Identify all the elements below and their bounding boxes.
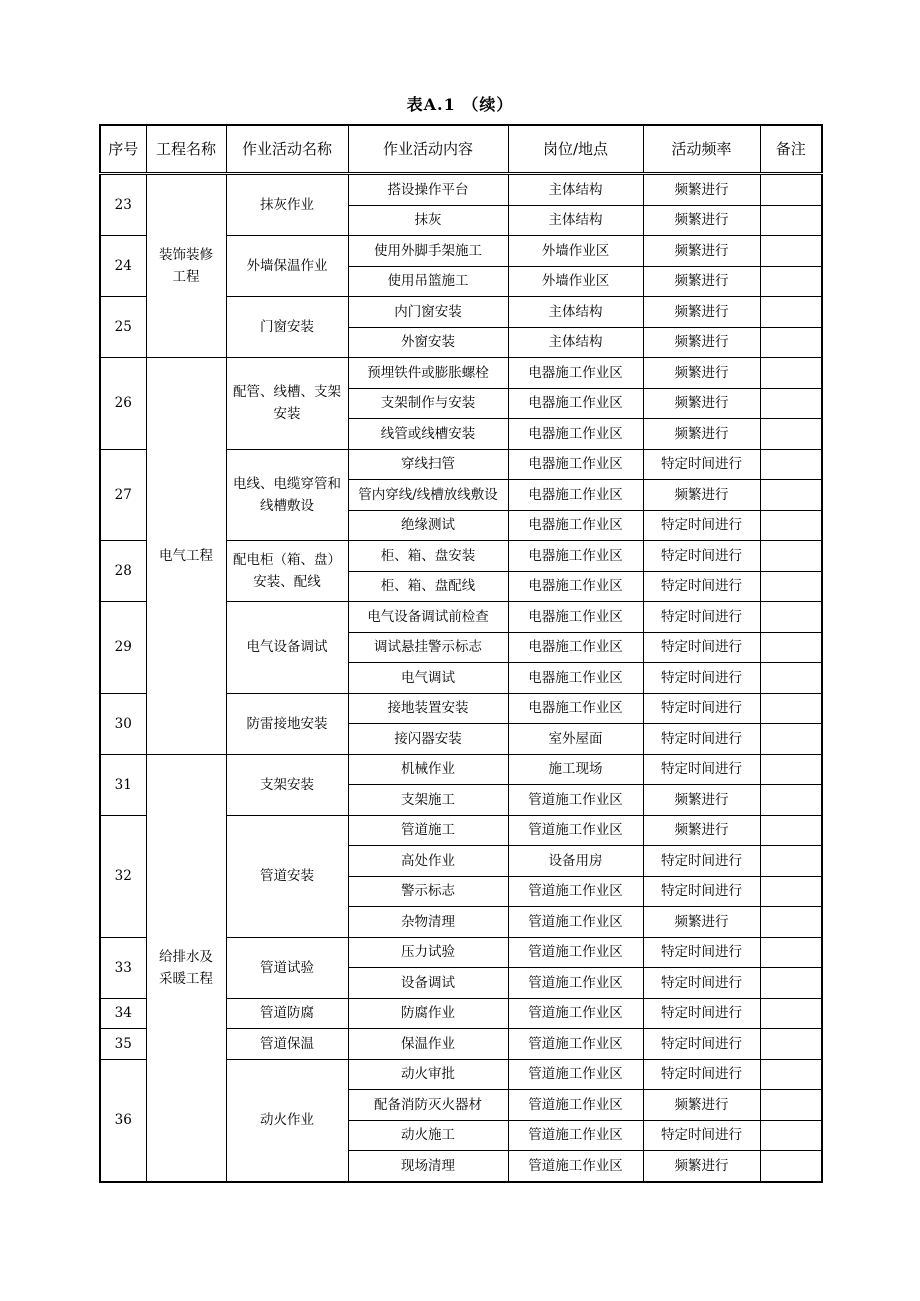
place: 施工现场 (508, 754, 643, 785)
table-row (100, 358, 822, 389)
activity-content: 机械作业 (348, 754, 508, 785)
place: 管道施工作业区 (508, 1120, 643, 1151)
activity-name: 管道试验 (226, 937, 348, 998)
header-remark: 备注 (760, 125, 822, 174)
place: 管道施工作业区 (508, 1151, 643, 1182)
activity-content: 配备消防灭火器材 (348, 1090, 508, 1121)
place: 主体结构 (508, 174, 643, 206)
frequency: 频繁进行 (643, 815, 760, 846)
row-number: 23 (100, 174, 146, 236)
remark (760, 266, 822, 297)
frequency: 频繁进行 (643, 327, 760, 358)
activity-name: 动火作业 (226, 1059, 348, 1182)
place: 电器施工作业区 (508, 358, 643, 389)
activity-name: 管道安装 (226, 815, 348, 937)
frequency: 特定时间进行 (643, 571, 760, 602)
remark (760, 602, 822, 633)
place: 管道施工作业区 (508, 998, 643, 1029)
remark (760, 815, 822, 846)
header-no: 序号 (100, 125, 146, 174)
row-number: 27 (100, 449, 146, 541)
activity-content: 支架施工 (348, 785, 508, 816)
remark (760, 754, 822, 785)
place: 管道施工作业区 (508, 937, 643, 968)
place: 管道施工作业区 (508, 815, 643, 846)
row-number: 24 (100, 236, 146, 297)
activity-content: 高处作业 (348, 846, 508, 877)
row-number: 29 (100, 602, 146, 694)
remark (760, 663, 822, 694)
place: 管道施工作业区 (508, 1029, 643, 1060)
place: 电器施工作业区 (508, 571, 643, 602)
frequency: 频繁进行 (643, 266, 760, 297)
frequency: 特定时间进行 (643, 998, 760, 1029)
place: 电器施工作业区 (508, 419, 643, 450)
activity-name: 门窗安装 (226, 297, 348, 358)
header-activity-content: 作业活动内容 (348, 125, 508, 174)
table-title: 表A.1 （续） (406, 95, 514, 114)
frequency: 频繁进行 (643, 236, 760, 267)
activity-name: 电线、电缆穿管和线槽敷设 (226, 449, 348, 541)
place: 外墙作业区 (508, 266, 643, 297)
place: 室外屋面 (508, 724, 643, 755)
activity-content: 内门窗安装 (348, 297, 508, 328)
activity-content: 接地装置安装 (348, 693, 508, 724)
place: 电器施工作业区 (508, 632, 643, 663)
activity-name: 抹灰作业 (226, 174, 348, 236)
remark (760, 876, 822, 907)
activity-name: 防雷接地安装 (226, 693, 348, 754)
remark (760, 541, 822, 572)
activity-content: 线管或线槽安装 (348, 419, 508, 450)
activity-table (99, 124, 823, 1183)
frequency: 频繁进行 (643, 297, 760, 328)
activity-content: 设备调试 (348, 968, 508, 999)
activity-content: 警示标志 (348, 876, 508, 907)
activity-name: 配电柜（箱、盘）安装、配线 (226, 541, 348, 602)
remark (760, 1090, 822, 1121)
row-number: 34 (100, 998, 146, 1029)
activity-content: 电气调试 (348, 663, 508, 694)
frequency: 频繁进行 (643, 174, 760, 206)
row-number: 26 (100, 358, 146, 450)
place: 设备用房 (508, 846, 643, 877)
row-number: 32 (100, 815, 146, 937)
activity-content: 外窗安装 (348, 327, 508, 358)
frequency: 特定时间进行 (643, 1059, 760, 1090)
frequency: 特定时间进行 (643, 724, 760, 755)
remark (760, 236, 822, 267)
activity-name: 支架安装 (226, 754, 348, 815)
place: 电器施工作业区 (508, 663, 643, 694)
activity-content: 预埋铁件或膨胀螺栓 (348, 358, 508, 389)
remark (760, 724, 822, 755)
frequency: 特定时间进行 (643, 663, 760, 694)
remark (760, 998, 822, 1029)
activity-content: 动火施工 (348, 1120, 508, 1151)
header-frequency: 活动频率 (643, 125, 760, 174)
remark (760, 632, 822, 663)
activity-content: 压力试验 (348, 937, 508, 968)
frequency: 特定时间进行 (643, 937, 760, 968)
remark (760, 419, 822, 450)
place: 管道施工作业区 (508, 968, 643, 999)
remark (760, 968, 822, 999)
activity-name: 电气设备调试 (226, 602, 348, 694)
row-number: 36 (100, 1059, 146, 1182)
frequency: 特定时间进行 (643, 449, 760, 480)
frequency: 特定时间进行 (643, 968, 760, 999)
activity-content: 接闪器安装 (348, 724, 508, 755)
frequency: 特定时间进行 (643, 541, 760, 572)
remark (760, 1029, 822, 1060)
remark (760, 174, 822, 206)
frequency: 特定时间进行 (643, 876, 760, 907)
activity-content: 穿线扫管 (348, 449, 508, 480)
activity-content: 现场清理 (348, 1151, 508, 1182)
activity-name: 管道防腐 (226, 998, 348, 1029)
remark (760, 1120, 822, 1151)
place: 外墙作业区 (508, 236, 643, 267)
frequency: 频繁进行 (643, 1151, 760, 1182)
frequency: 频繁进行 (643, 388, 760, 419)
row-number: 31 (100, 754, 146, 815)
place: 主体结构 (508, 205, 643, 236)
row-number: 25 (100, 297, 146, 358)
place: 电器施工作业区 (508, 480, 643, 511)
remark (760, 358, 822, 389)
remark (760, 571, 822, 602)
place: 管道施工作业区 (508, 876, 643, 907)
frequency: 频繁进行 (643, 358, 760, 389)
frequency: 特定时间进行 (643, 1120, 760, 1151)
activity-content: 电气设备调试前检查 (348, 602, 508, 633)
frequency: 特定时间进行 (643, 846, 760, 877)
activity-content: 柜、箱、盘安装 (348, 541, 508, 572)
remark (760, 1151, 822, 1182)
frequency: 特定时间进行 (643, 693, 760, 724)
header-place: 岗位/地点 (508, 125, 643, 174)
place: 电器施工作业区 (508, 510, 643, 541)
remark (760, 327, 822, 358)
project-name: 装饰装修工程 (146, 174, 226, 358)
remark (760, 907, 822, 938)
place: 电器施工作业区 (508, 449, 643, 480)
remark (760, 846, 822, 877)
frequency: 频繁进行 (643, 205, 760, 236)
remark (760, 205, 822, 236)
frequency: 频繁进行 (643, 1090, 760, 1121)
activity-content: 绝缘测试 (348, 510, 508, 541)
row-number: 33 (100, 937, 146, 998)
activity-content: 抹灰 (348, 205, 508, 236)
activity-content: 管道施工 (348, 815, 508, 846)
place: 电器施工作业区 (508, 388, 643, 419)
row-number: 35 (100, 1029, 146, 1060)
project-name: 给排水及采暖工程 (146, 754, 226, 1182)
activity-content: 搭设操作平台 (348, 174, 508, 206)
activity-content: 使用吊篮施工 (348, 266, 508, 297)
project-name: 电气工程 (146, 358, 226, 755)
frequency: 特定时间进行 (643, 1029, 760, 1060)
activity-content: 支架制作与安装 (348, 388, 508, 419)
remark (760, 937, 822, 968)
place: 电器施工作业区 (508, 693, 643, 724)
activity-content: 杂物清理 (348, 907, 508, 938)
table-body (100, 174, 822, 1182)
place: 管道施工作业区 (508, 907, 643, 938)
frequency: 频繁进行 (643, 785, 760, 816)
place: 主体结构 (508, 327, 643, 358)
place: 电器施工作业区 (508, 602, 643, 633)
remark (760, 480, 822, 511)
header-project: 工程名称 (146, 125, 226, 174)
activity-content: 防腐作业 (348, 998, 508, 1029)
activity-content: 调试悬挂警示标志 (348, 632, 508, 663)
frequency: 特定时间进行 (643, 510, 760, 541)
frequency: 特定时间进行 (643, 602, 760, 633)
frequency: 频繁进行 (643, 907, 760, 938)
table-row (100, 174, 822, 206)
remark (760, 297, 822, 328)
frequency: 频繁进行 (643, 419, 760, 450)
remark (760, 388, 822, 419)
header-row (100, 125, 822, 174)
activity-content: 管内穿线/线槽放线敷设 (348, 480, 508, 511)
activity-content: 动火审批 (348, 1059, 508, 1090)
activity-content: 柜、箱、盘配线 (348, 571, 508, 602)
place: 管道施工作业区 (508, 1059, 643, 1090)
row-number: 30 (100, 693, 146, 754)
row-number: 28 (100, 541, 146, 602)
frequency: 频繁进行 (643, 480, 760, 511)
place: 主体结构 (508, 297, 643, 328)
activity-name: 外墙保温作业 (226, 236, 348, 297)
remark (760, 785, 822, 816)
activity-name: 管道保温 (226, 1029, 348, 1060)
frequency: 特定时间进行 (643, 754, 760, 785)
activity-content: 保温作业 (348, 1029, 508, 1060)
place: 管道施工作业区 (508, 1090, 643, 1121)
header-activity-name: 作业活动名称 (226, 125, 348, 174)
remark (760, 449, 822, 480)
remark (760, 510, 822, 541)
remark (760, 1059, 822, 1090)
place: 管道施工作业区 (508, 785, 643, 816)
activity-content: 使用外脚手架施工 (348, 236, 508, 267)
place: 电器施工作业区 (508, 541, 643, 572)
table-row (100, 754, 822, 785)
frequency: 特定时间进行 (643, 632, 760, 663)
remark (760, 693, 822, 724)
activity-name: 配管、线槽、支架安装 (226, 358, 348, 450)
